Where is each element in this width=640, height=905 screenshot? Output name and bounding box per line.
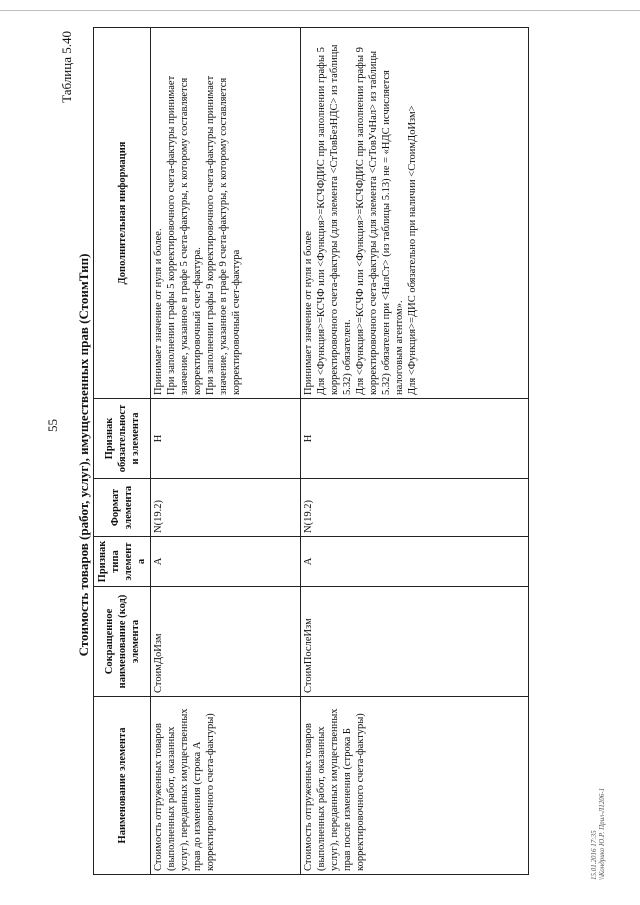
cell-name: Стоимость отгруженных товаров (выполненных работ, оказанных услуг), переданных имущественных прав после изменения (строка Б корректировочного счета-фактуры)	[301, 697, 529, 875]
page-number: 55	[45, 419, 60, 432]
info-line: При заполнении графы 5 корректировочного счета-фактуры принимает значение, указанное в графе 5 счета-фактуры, к которому составляется корректировочный счет-фактура.	[166, 75, 203, 395]
table-label: Таблица 5.40	[59, 31, 74, 103]
info-line: Для <Функция>=ДИС обязательно при наличии <СтоимДоИзм>	[407, 105, 418, 395]
header-element-type: Признак типа элемента	[94, 537, 151, 587]
cell-format: N(19.2)	[301, 479, 529, 537]
header-element-name: Наименование элемента	[94, 697, 151, 875]
element-spec-table	[93, 27, 529, 875]
cell-type: А	[151, 537, 301, 587]
info-line: При заполнении графы 9 корректировочного счета-фактуры принимает значение, указанное в графе 9 счета-фактуры, к которому составляется корректировочный счет-фактура	[205, 75, 242, 395]
footer-timestamp: 15.01.2016 17:35	[590, 830, 598, 880]
cell-type: А	[301, 537, 529, 587]
cell-required: Н	[301, 399, 529, 479]
cell-format: N(19.2)	[151, 479, 301, 537]
header-additional-info: Дополнительная информация	[94, 28, 151, 399]
table-header-row	[94, 28, 151, 875]
header-element-required: Признак обязательности элемента	[94, 399, 151, 479]
header-element-code: Сокращенное наименование (код) элемента	[94, 587, 151, 697]
table-row	[301, 28, 529, 875]
rotated-page	[55, 25, 640, 885]
table-title: Стоимость товаров (работ, услуг), имущественных прав (СтоимТип)	[76, 253, 91, 657]
cell-info	[151, 28, 301, 399]
cell-code: СтоимПослеИзм	[301, 587, 529, 697]
info-line: Принимает значение от нуля и более.	[153, 228, 164, 395]
cell-name: Стоимость отгруженных товаров (выполненных работ, оказанных услуг), переданных имущественных прав до изменения (строка А корректировочного счета-фактуры)	[151, 697, 301, 875]
footer-path: \\Кондрико Ю.Р. Прил-Л1206-1	[598, 787, 606, 880]
cell-required: Н	[151, 399, 301, 479]
info-line: Для <Функция>=КСЧФ или <Функция>=КСЧФДИС при заполнении графы 5 корректировочного счета-фактуры (для элемента <СтТовБезНДС> из таблицы 5.32) обязателен.	[316, 44, 353, 395]
scan-edge-line	[0, 10, 640, 11]
info-line: Принимает значение от нуля и более	[303, 231, 314, 395]
cell-info	[301, 28, 529, 399]
header-element-format: Формат элемента	[94, 479, 151, 537]
cell-code: СтоимДоИзм	[151, 587, 301, 697]
table-row	[151, 28, 301, 875]
info-line: Для <Функция>=КСЧФ или <Функция>=КСЧФДИС при заполнении графы 9 корректировочного счета-фактуры (для элемента <СтТовУчНал> из таблицы 5.32) обязателен при <НалСт> (из таблицы 5.13) не = «НДС исчисляется налоговым агентом».	[355, 47, 405, 395]
footer-note	[590, 788, 606, 880]
